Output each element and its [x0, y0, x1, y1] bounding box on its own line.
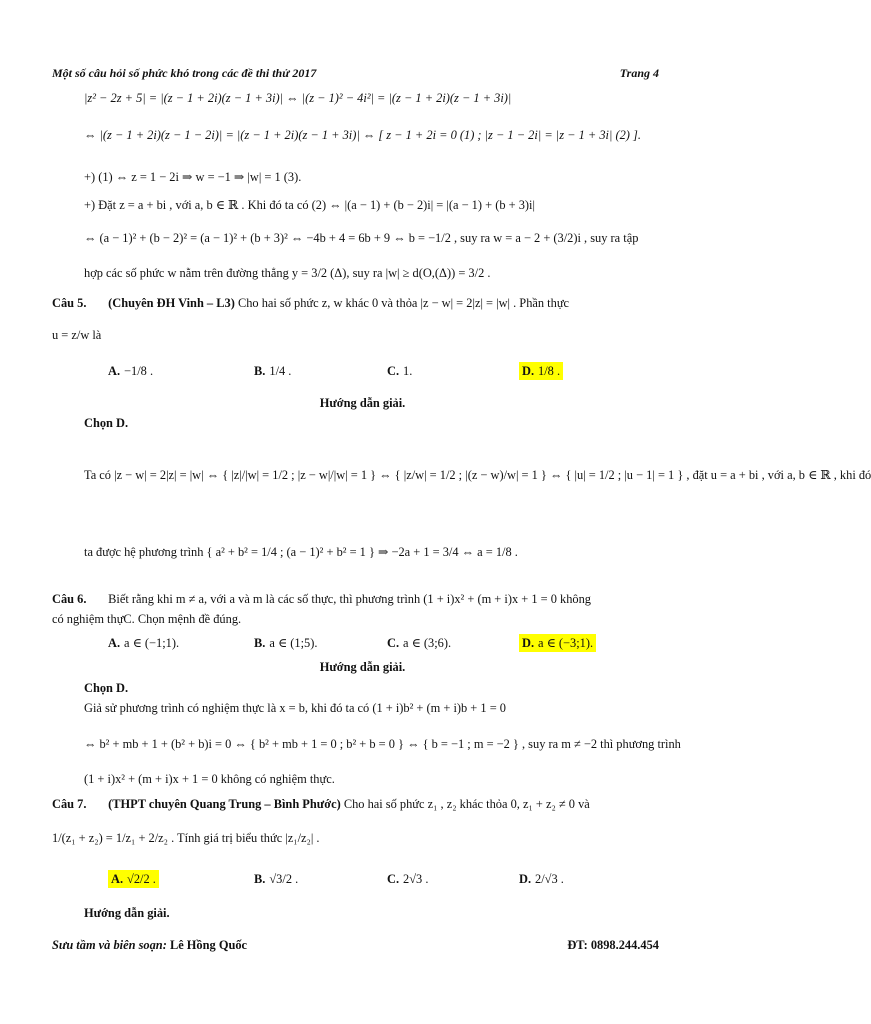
q7-option-a-label: A. [111, 872, 124, 886]
q7-option-b-label: B. [254, 872, 266, 886]
question-5-source: (Chuyên ĐH Vinh – L3) [108, 296, 235, 310]
q7-option-c [387, 872, 428, 887]
q5-option-d-label: D. [522, 364, 535, 378]
question-7-label: Câu 7. [52, 797, 87, 811]
q6-option-a-value: a ∈ (−1;1). [124, 636, 180, 650]
q6-option-b [254, 635, 317, 651]
q6-option-a-label: A. [108, 636, 121, 650]
question-7-text-2: 1/(z₁ + z₂) = 1/z₁ + 2/z₂ . Tính giá trị biểu thức |z₁/z₂| . [52, 831, 320, 845]
q6-option-b-label: B. [254, 636, 266, 650]
question-6 [52, 590, 591, 608]
q6-answer-highlight [519, 634, 596, 652]
q5-option-c-value: 1. [403, 364, 413, 378]
page-footer [52, 938, 659, 953]
q5-solution-1: Ta có |z − w| = 2|z| = |w| ⇔ { |z|/|w| = 1/2 ; |z − w|/|w| = 1 } ⇔ { |z/w| = 1/2 ; |(z − w)/w| = 1 } ⇔ { |u| = 1/2 ; |u − 1| = 1 } , đặt u = a + bi , với a, b ∈ ℝ , khi đó [84, 468, 871, 482]
q7-option-d-value: 2/√3 . [535, 872, 564, 886]
q7-option-a-value: √2/2 . [127, 872, 156, 886]
q7-option-b-value: √3/2 . [269, 872, 299, 886]
q5-solution-2: ta được hệ phương trình { a² + b² = 1/4 ; (a − 1)² + b² = 1 } ⇒ −2a + 1 = 3/4 ⇔ a = 1/8 . [84, 545, 518, 559]
q5-option-a-value: −1/8 . [124, 364, 154, 378]
question-6-label: Câu 6. [52, 592, 87, 606]
q5-guide-heading: Hướng dẫn giải. [319, 396, 406, 410]
question-5 [52, 294, 569, 312]
q7-option-b [254, 872, 298, 887]
q6-solution-3: (1 + i)x² + (m + i)x + 1 = 0 không có nghiệm thực. [84, 772, 335, 786]
header-title: Một số câu hỏi số phức khó trong các đề thi thử 2017 [52, 66, 317, 80]
q5-answer-highlight [519, 362, 563, 380]
q6-option-b-value: a ∈ (1;5). [269, 636, 318, 650]
q6-choose: Chọn D. [84, 681, 129, 695]
footer-credit-prefix: Sưu tầm và biên soạn: [52, 938, 167, 952]
q5-option-b-label: B. [254, 364, 266, 378]
q5-option-b [254, 364, 291, 379]
q5-option-a-label: A. [108, 364, 121, 378]
eq-line-1: |z² − 2z + 5| = |(z − 1 + 2i)(z − 1 + 3i)| ⇔ |(z − 1)² − 4i²| = |(z − 1 + 2i)(z − 1 + 3i)| [84, 91, 512, 105]
q5-option-d [519, 364, 563, 379]
question-5-label: Câu 5. [52, 296, 87, 310]
q6-option-d [519, 635, 596, 651]
q7-option-c-label: C. [387, 872, 400, 886]
footer-credit [52, 938, 247, 953]
page-header [52, 66, 659, 81]
q6-solution-1: Giả sử phương trình có nghiệm thực là x = b, khi đó ta có (1 + i)b² + (m + i)b + 1 = 0 [84, 701, 506, 715]
footer-phone: ĐT: 0898.244.454 [567, 938, 659, 952]
q6-option-a [108, 635, 179, 651]
q6-solution-2: ⇔ b² + mb + 1 + (b² + b)i = 0 ⇔ { b² + mb + 1 = 0 ; b² + b = 0 } ⇔ { b = −1 ; m = −2 } , suy ra m ≠ −2 thì phương trình [84, 737, 681, 751]
header-page-number: Trang 4 [619, 66, 659, 80]
q5-option-b-value: 1/4 . [269, 364, 292, 378]
q7-option-c-value: 2√3 . [403, 872, 429, 886]
q6-option-d-label: D. [522, 636, 535, 650]
eq-line-2: ⇔ |(z − 1 + 2i)(z − 1 − 2i)| = |(z − 1 + 2i)(z − 1 + 3i)| ⇔ [ z − 1 + 2i = 0 (1) ; |z − 1 − 2i| = |z − 1 + 3i| (2) ]. [84, 128, 641, 142]
question-6-text: Biết rằng khi m ≠ a, với a và m là các số thực, thì phương trình (1 + i)x² + (m + i)x + 1 = 0 không [108, 592, 591, 606]
q7-answer-highlight [108, 870, 159, 888]
footer-author: Lê Hồng Quốc [169, 938, 248, 952]
question-7-source: (THPT chuyên Quang Trung – Bình Phước) [108, 797, 341, 811]
question-5-text: Cho hai số phức z, w khác 0 và thỏa |z − w| = 2|z| = |w| . Phần thực [237, 296, 570, 310]
eq-line-6: hợp các số phức w nằm trên đường thẳng y = 3/2 (Δ), suy ra |w| ≥ d(O,(Δ)) = 3/2 . [84, 266, 491, 280]
q6-option-d-value: a ∈ (−3;1). [538, 636, 594, 650]
q6-option-c [387, 635, 451, 651]
q6-option-c-value: a ∈ (3;6). [403, 636, 452, 650]
q6-guide-heading: Hướng dẫn giải. [319, 660, 406, 674]
q5-option-c [387, 364, 412, 379]
q7-option-d [519, 872, 564, 887]
q5-option-a [108, 364, 153, 379]
q7-guide-heading: Hướng dẫn giải. [84, 906, 170, 920]
q7-option-a [108, 872, 159, 887]
eq-line-3: +) (1) ⇔ z = 1 − 2i ⇒ w = −1 ⇒ |w| = 1 (3). [84, 170, 302, 184]
q7-option-d-label: D. [519, 872, 532, 886]
q5-choose: Chọn D. [84, 416, 129, 430]
question-7-text: Cho hai số phức z₁ , z₂ khác thỏa 0, z₁ + z₂ ≠ 0 và [343, 797, 590, 811]
question-6-text-2: có nghiệm thựC. Chọn mệnh đề đúng. [52, 612, 242, 626]
q5-option-c-label: C. [387, 364, 400, 378]
q5-option-d-value: 1/8 . [538, 364, 561, 378]
question-7 [52, 795, 590, 813]
eq-line-4: +) Đặt z = a + bi , với a, b ∈ ℝ . Khi đó ta có (2) ⇔ |(a − 1) + (b − 2)i| = |(a − 1) + (b + 3)i| [84, 198, 535, 212]
eq-line-5: ⇔ (a − 1)² + (b − 2)² = (a − 1)² + (b + 3)² ⇔ −4b + 4 = 6b + 9 ⇔ b = −1/2 , suy ra w = a − 2 + (3/2)i , suy ra tập [84, 231, 639, 245]
question-5-text-2: u = z/w là [52, 328, 102, 342]
q6-option-c-label: C. [387, 636, 400, 650]
